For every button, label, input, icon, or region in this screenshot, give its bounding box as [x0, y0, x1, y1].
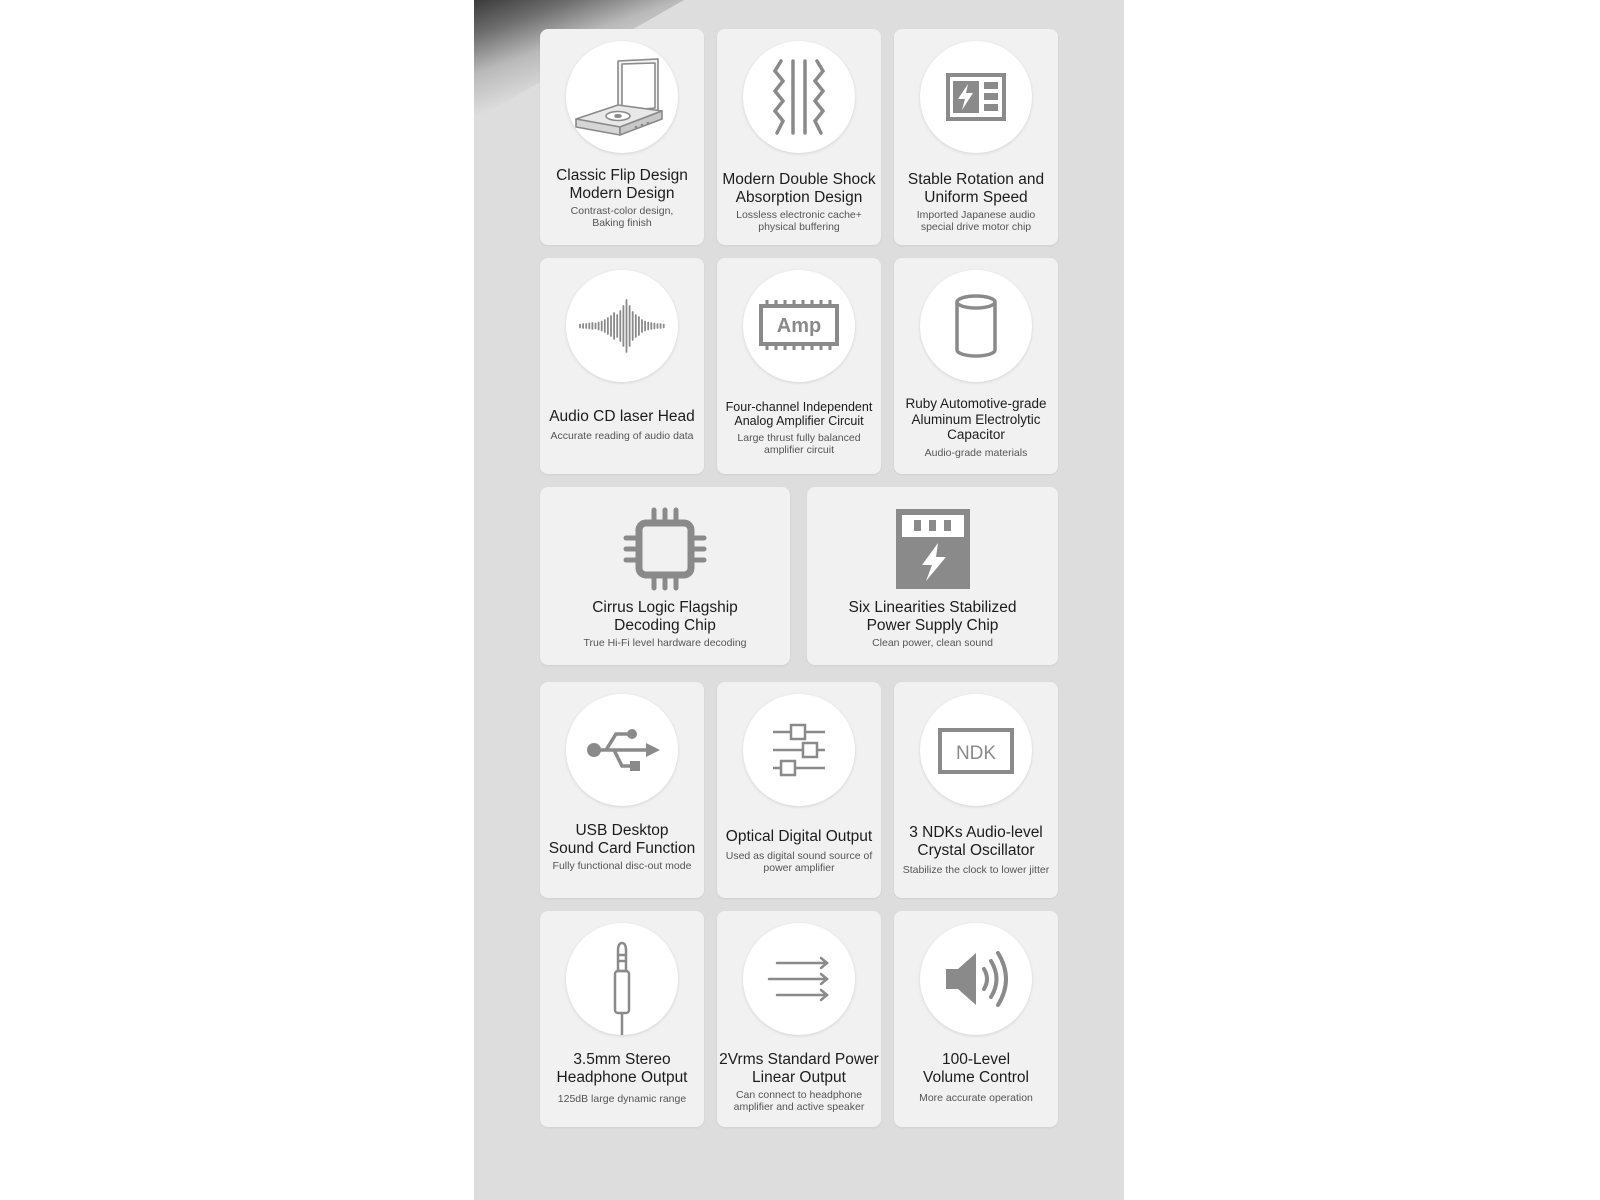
- feature-card-flip-design: [540, 29, 704, 245]
- feature-subtitle: Imported Japanese audio special drive motor chip: [916, 209, 1036, 233]
- feature-card-volume-control: [894, 911, 1058, 1127]
- cd-player-icon: [566, 41, 678, 153]
- processor-chip-icon: [623, 507, 707, 591]
- feature-subtitle: Contrast-color design, Baking finish: [570, 205, 674, 229]
- feature-subtitle: More accurate operation: [919, 1092, 1033, 1104]
- feature-subtitle: Stabilize the clock to lower jitter: [902, 864, 1050, 876]
- ndk-label: NDK: [955, 743, 997, 764]
- motor-chip-icon: [920, 41, 1032, 153]
- feature-title: USB Desktop Sound Card Function: [548, 822, 696, 857]
- feature-title: 2Vrms Standard Power Linear Output: [719, 1051, 879, 1086]
- feature-subtitle: Can connect to headphone amplifier and active speaker: [733, 1089, 865, 1113]
- feature-card-usb: [540, 682, 704, 898]
- feature-card-shock-absorption: [717, 29, 881, 245]
- feature-title: Modern Double Shock Absorption Design: [722, 171, 876, 206]
- feature-card-optical-output: [717, 682, 881, 898]
- shock-absorption-icon: [743, 41, 855, 153]
- icon-circle: [920, 923, 1032, 1035]
- feature-card-linear-output: [717, 911, 881, 1127]
- feature-title: 3.5mm Stereo Headphone Output: [556, 1051, 688, 1086]
- feature-card-amplifier: [717, 258, 881, 474]
- capacitor-icon: [920, 270, 1032, 382]
- icon-circle: [566, 923, 678, 1035]
- feature-card-stable-rotation: [894, 29, 1058, 245]
- feature-subtitle: Clean power, clean sound: [872, 637, 993, 649]
- amp-chip-icon: [743, 270, 855, 382]
- icon-circle: [920, 694, 1032, 806]
- usb-icon: [566, 694, 678, 806]
- feature-title: Audio CD laser Head: [549, 408, 695, 425]
- feature-title: Stable Rotation and Uniform Speed: [907, 171, 1045, 206]
- feature-title: 100-Level Volume Control: [923, 1051, 1029, 1086]
- feature-subtitle: Used as digital sound source of power amplifier: [725, 850, 873, 874]
- feature-card-headphone-output: [540, 911, 704, 1127]
- feature-title: Classic Flip Design Modern Design: [556, 167, 688, 202]
- features-panel: [474, 0, 1124, 1200]
- icon-circle: [743, 41, 855, 153]
- feature-title: 3 NDKs Audio-level Crystal Oscillator: [909, 824, 1043, 859]
- feature-subtitle: Audio-grade materials: [924, 446, 1028, 459]
- icon-circle: [566, 41, 678, 153]
- feature-title: Six Linearities Stabilized Power Supply Chip: [848, 599, 1017, 634]
- feature-card-power-supply: [807, 487, 1058, 665]
- feature-title: Ruby Automotive-grade Aluminum Electrolytic Capacitor: [905, 396, 1047, 442]
- feature-title: Cirrus Logic Flagship Decoding Chip: [592, 599, 738, 634]
- icon-circle: [566, 270, 678, 382]
- amp-label: Amp: [776, 315, 822, 337]
- feature-subtitle: Lossless electronic cache+ physical buffering: [736, 209, 862, 233]
- feature-subtitle: Fully functional disc-out mode: [552, 860, 692, 872]
- volume-icon: [920, 923, 1032, 1035]
- feature-card-crystal-oscillator: [894, 682, 1058, 898]
- icon-circle: [743, 694, 855, 806]
- waveform-icon: [566, 270, 678, 382]
- feature-card-capacitor: [894, 258, 1058, 474]
- optical-output-icon: [743, 694, 855, 806]
- feature-subtitle: Accurate reading of audio data: [550, 430, 694, 442]
- linear-output-icon: [743, 923, 855, 1035]
- icon-circle: [920, 41, 1032, 153]
- icon-circle: [743, 270, 855, 382]
- feature-subtitle: 125dB large dynamic range: [557, 1093, 687, 1105]
- feature-subtitle: Large thrust fully balanced amplifier circuit: [737, 432, 861, 456]
- power-supply-icon: [896, 509, 970, 589]
- feature-card-laser-head: [540, 258, 704, 474]
- feature-card-decoding-chip: [540, 487, 790, 665]
- icon-circle: [743, 923, 855, 1035]
- feature-title: Four-channel Independent Analog Amplifier Circuit: [725, 400, 873, 428]
- icon-circle: [566, 694, 678, 806]
- ndk-oscillator-icon: [920, 694, 1032, 806]
- headphone-jack-icon: [566, 923, 678, 1035]
- feature-title: Optical Digital Output: [725, 828, 873, 845]
- icon-container: [896, 509, 970, 589]
- icon-circle: [920, 270, 1032, 382]
- icon-container: [623, 507, 707, 591]
- feature-subtitle: True Hi-Fi level hardware decoding: [583, 637, 747, 649]
